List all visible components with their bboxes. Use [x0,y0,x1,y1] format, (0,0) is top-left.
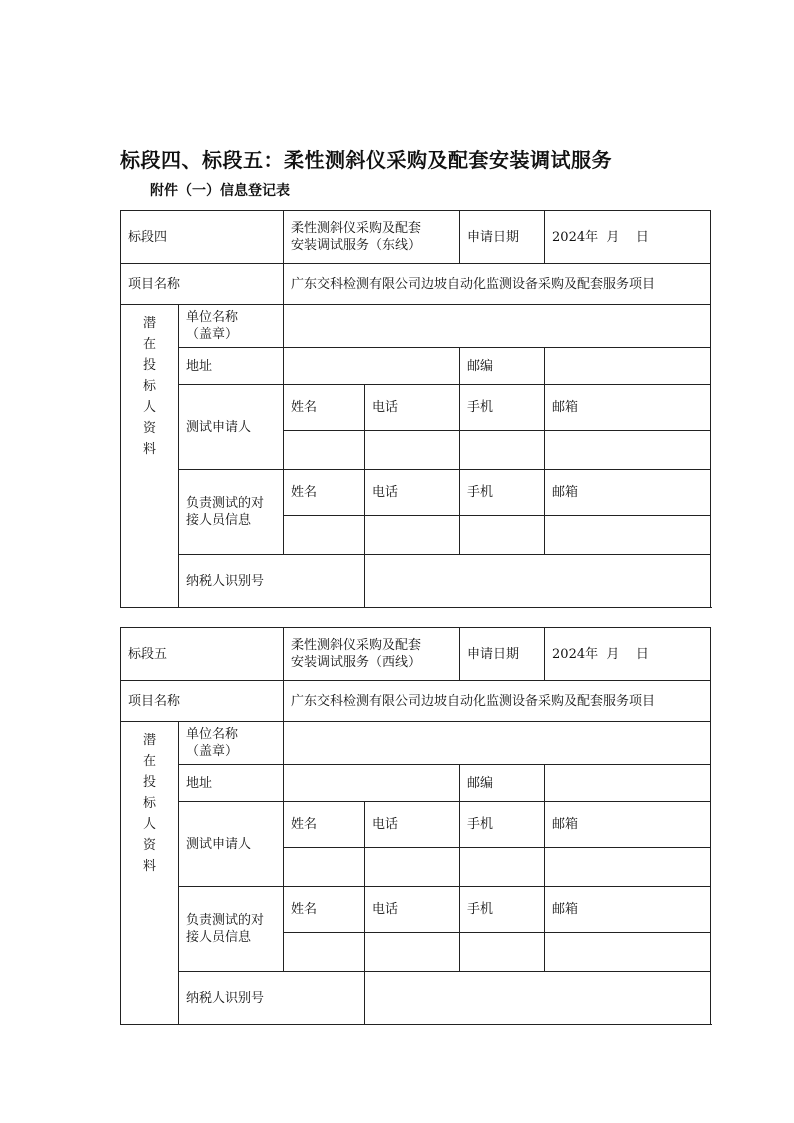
segment-row [121,211,711,264]
col-phone-cell [365,385,460,431]
contact-mobile-input[interactable] [460,516,545,555]
col-name-cell [284,470,365,516]
vertical-char: 潜 [142,733,156,748]
unit-name-label-line2: （盖章） [186,327,239,342]
vertical-char: 投 [142,775,156,790]
attachment-subtitle: 附件（一）信息登记表 [150,183,290,199]
segment-label-cell [121,628,284,681]
applicant-email-input[interactable] [545,848,711,887]
col-email-cell [545,887,711,933]
vertical-char: 标 [142,379,156,394]
taxpayer-row [121,555,711,608]
vertical-char: 资 [142,838,156,853]
project-name-value-cell [284,264,711,305]
contact-header-row [121,887,711,933]
segment-label: 标段四 [128,229,168,245]
vertical-char: 潜 [142,316,156,331]
contact-header-row [121,470,711,516]
address-label-cell [179,348,284,385]
applicant-name-input[interactable] [284,431,365,470]
col-email-cell [545,802,711,848]
vertical-char: 投 [142,358,156,373]
project-name-label: 项目名称 [128,276,181,292]
unit-name-row [121,722,711,765]
unit-name-label-cell [179,305,284,348]
apply-date-value: 2024年 月 日 [552,229,649,245]
page-title: 标段四、标段五：柔性测斜仪采购及配套安装调试服务 [120,148,612,172]
contact-label-line1: 负责测试的对 [186,496,265,511]
col-mobile-cell [460,887,545,933]
col-mobile-label: 手机 [467,817,494,832]
col-name-cell [284,802,365,848]
bidder-info-vertical-label [121,305,179,608]
project-name-row [121,264,711,305]
contact-label-cell [179,887,284,972]
postcode-label: 邮编 [467,775,494,791]
segment-row [121,628,711,681]
col-phone-label: 电话 [372,902,399,917]
applicant-header-row [121,385,711,431]
project-name-value: 广东交科检测有限公司边坡自动化监测设备采购及配套服务项目 [291,276,656,292]
col-mobile-cell [460,802,545,848]
col-phone-cell [365,887,460,933]
col-mobile-label: 手机 [467,400,494,415]
segment-label: 标段五 [128,646,168,662]
col-mobile-cell [460,470,545,516]
address-input-cell[interactable] [284,348,460,385]
postcode-label-cell [460,348,545,385]
unit-name-label-cell [179,722,284,765]
apply-date-value-cell[interactable] [545,211,711,264]
taxpayer-label-cell [179,555,365,608]
contact-phone-input[interactable] [365,933,460,972]
project-name-row [121,681,711,722]
unit-name-input-cell[interactable] [284,722,711,765]
project-name-value: 广东交科检测有限公司边坡自动化监测设备采购及配套服务项目 [291,693,656,709]
taxpayer-input-cell[interactable] [365,972,711,1025]
address-label: 地址 [186,358,213,374]
unit-name-label-line2: （盖章） [186,744,239,759]
contact-email-input[interactable] [545,516,711,555]
col-name-label: 姓名 [291,902,318,917]
vertical-char: 标 [142,796,156,811]
contact-name-input[interactable] [284,933,365,972]
applicant-name-input[interactable] [284,848,365,887]
col-email-label: 邮箱 [552,902,579,917]
contact-mobile-input[interactable] [460,933,545,972]
segment-desc-line2: 安装调试服务（西线） [291,655,422,670]
contact-label-line1: 负责测试的对 [186,913,265,928]
address-input-cell[interactable] [284,765,460,802]
contact-email-input[interactable] [545,933,711,972]
col-email-label: 邮箱 [552,400,579,415]
unit-name-label-line1: 单位名称 [186,727,239,742]
apply-date-label-cell [460,211,545,264]
vertical-char: 人 [142,400,156,415]
taxpayer-label: 纳税人识别号 [186,573,265,589]
vertical-char: 人 [142,817,156,832]
apply-date-value-cell[interactable] [545,628,711,681]
segment-desc-line1: 柔性测斜仪采购及配套 [291,638,422,653]
col-phone-cell [365,470,460,516]
address-row [121,348,711,385]
contact-name-input[interactable] [284,516,365,555]
project-name-label: 项目名称 [128,693,181,709]
address-row [121,765,711,802]
col-name-cell [284,385,365,431]
col-mobile-label: 手机 [467,902,494,917]
vertical-char: 料 [142,859,156,874]
applicant-label: 测试申请人 [186,836,252,852]
taxpayer-label: 纳税人识别号 [186,990,265,1006]
applicant-email-input[interactable] [545,431,711,470]
vertical-char: 在 [142,754,156,769]
registration-table-segment-5 [120,627,711,1025]
segment-desc-cell [284,211,460,264]
applicant-label: 测试申请人 [186,419,252,435]
registration-table-segment-4 [120,210,711,608]
vertical-char: 资 [142,421,156,436]
taxpayer-row [121,972,711,1025]
col-email-cell [545,385,711,431]
apply-date-label: 申请日期 [467,646,520,662]
segment-desc-line2: 安装调试服务（东线） [291,238,422,253]
applicant-mobile-input[interactable] [460,848,545,887]
col-email-label: 邮箱 [552,485,579,500]
contact-label-cell [179,470,284,555]
col-email-label: 邮箱 [552,817,579,832]
applicant-phone-input[interactable] [365,848,460,887]
col-phone-label: 电话 [372,485,399,500]
unit-name-row [121,305,711,348]
applicant-label-cell [179,802,284,887]
postcode-label: 邮编 [467,358,494,374]
vertical-char: 在 [142,337,156,352]
col-mobile-label: 手机 [467,485,494,500]
postcode-input-cell[interactable] [545,765,711,802]
address-label: 地址 [186,775,213,791]
taxpayer-input-cell[interactable] [365,555,711,608]
col-name-label: 姓名 [291,817,318,832]
taxpayer-label-cell [179,972,365,1025]
bidder-info-vertical-label [121,722,179,1025]
apply-date-label-cell [460,628,545,681]
col-name-label: 姓名 [291,485,318,500]
unit-name-label-line1: 单位名称 [186,310,239,325]
applicant-mobile-input[interactable] [460,431,545,470]
apply-date-label: 申请日期 [467,229,520,245]
project-name-label-cell [121,264,284,305]
project-name-label-cell [121,681,284,722]
vertical-char: 料 [142,442,156,457]
segment-label-cell [121,211,284,264]
apply-date-value: 2024年 月 日 [552,646,649,662]
col-mobile-cell [460,385,545,431]
col-email-cell [545,470,711,516]
segment-desc-cell [284,628,460,681]
project-name-value-cell [284,681,711,722]
col-name-label: 姓名 [291,400,318,415]
col-phone-label: 电话 [372,400,399,415]
applicant-header-row [121,802,711,848]
col-phone-label: 电话 [372,817,399,832]
applicant-phone-input[interactable] [365,431,460,470]
contact-phone-input[interactable] [365,516,460,555]
contact-label-line2: 接人员信息 [186,513,252,528]
postcode-input-cell[interactable] [545,348,711,385]
applicant-label-cell [179,385,284,470]
address-label-cell [179,765,284,802]
contact-label-line2: 接人员信息 [186,930,252,945]
unit-name-input-cell[interactable] [284,305,711,348]
col-name-cell [284,887,365,933]
segment-desc-line1: 柔性测斜仪采购及配套 [291,221,422,236]
col-phone-cell [365,802,460,848]
postcode-label-cell [460,765,545,802]
